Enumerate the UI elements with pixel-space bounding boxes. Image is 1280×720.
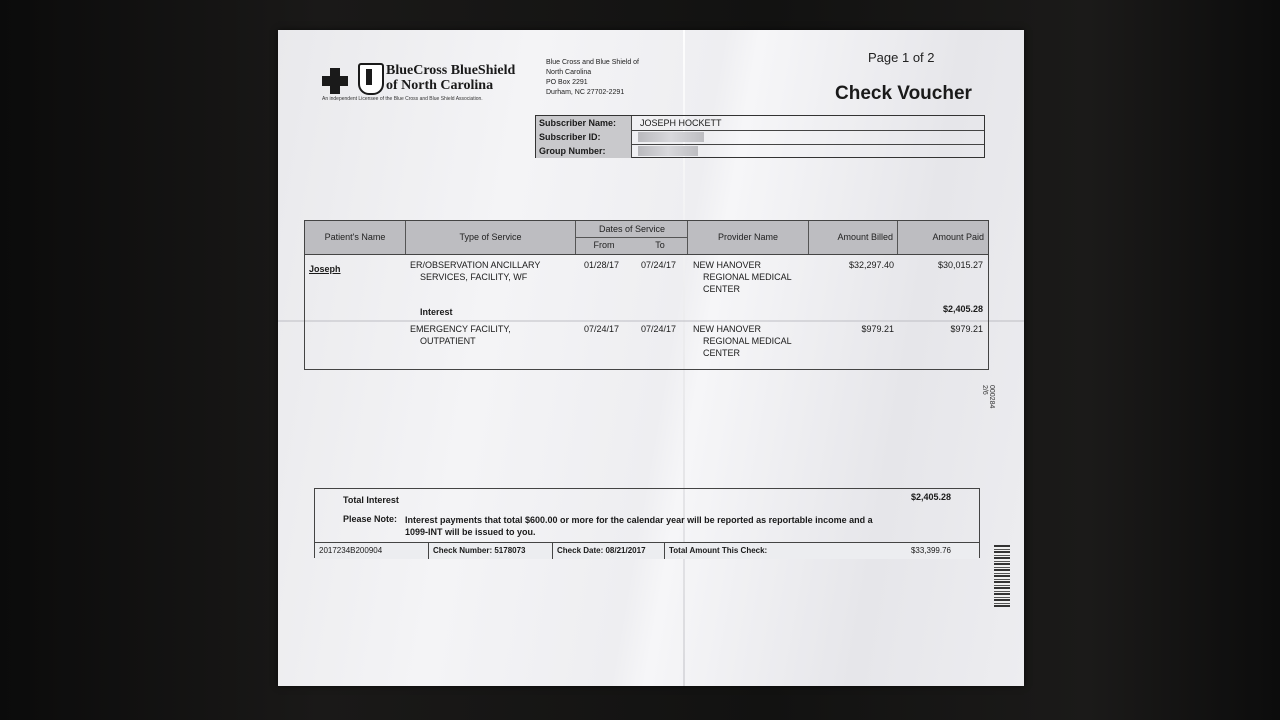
row2-amount-paid: $979.21	[950, 324, 983, 334]
total-interest-label: Total Interest	[343, 495, 399, 505]
redacted-subscriber-id	[638, 132, 704, 142]
check-date-label: Check Date:	[557, 546, 604, 555]
row1-to-date: 07/24/17	[641, 260, 677, 270]
note-text-line: 1099-INT will be issued to you.	[405, 527, 536, 537]
header-provider-name: Provider Name	[688, 221, 809, 254]
header-amount-billed: Amount Billed	[809, 221, 898, 254]
header-amount-paid: Amount Paid	[932, 232, 984, 242]
row2-service	[410, 323, 511, 347]
row2-from-date: 07/24/17	[584, 324, 620, 334]
address-line: Durham, NC 27702-2291	[546, 89, 625, 96]
reference-code: 2017234B200904	[315, 543, 429, 559]
barcode-icon	[994, 545, 1010, 607]
note-label: Please Note:	[343, 514, 398, 524]
note-text	[405, 514, 975, 538]
blue-cross-logo-icon	[322, 68, 348, 94]
subscriber-info-box	[535, 115, 985, 158]
row1-amount-billed: $32,297.40	[848, 260, 894, 270]
provider-line: REGIONAL MEDICAL	[703, 336, 792, 346]
subscriber-name-row	[536, 116, 984, 131]
row1-from-date: 01/28/17	[584, 260, 620, 270]
interest-label: Interest	[420, 307, 453, 317]
provider-line: NEW HANOVER	[693, 260, 762, 270]
row2-provider	[693, 323, 792, 359]
provider-line: REGIONAL MEDICAL	[703, 272, 792, 282]
document-side-code: 000284 2/6	[981, 385, 995, 409]
header-to: To	[655, 240, 665, 250]
check-voucher-document	[278, 30, 1024, 686]
brand-tagline: An independent Licensee of the Blue Cross and Blue Shield Association.	[322, 96, 483, 102]
row1-provider	[693, 259, 792, 295]
header-type-of-service: Type of Service	[406, 221, 576, 254]
header-from: From	[593, 240, 615, 250]
address-line: Blue Cross and Blue Shield of	[546, 59, 639, 66]
provider-line: CENTER	[703, 284, 741, 294]
row2-to-date: 07/24/17	[641, 324, 677, 334]
interest-amount: $2,405.28	[942, 304, 983, 314]
service-line: OUTPATIENT	[420, 336, 476, 346]
totals-box	[314, 488, 980, 558]
check-number-cell	[429, 543, 553, 559]
brand-name-line1: BlueCross BlueShield	[386, 63, 516, 78]
brand-name	[386, 63, 515, 93]
redacted-group-number	[638, 146, 698, 156]
check-date-value: 08/21/2017	[605, 546, 646, 555]
group-number-row	[536, 144, 984, 158]
row2-amount-billed: $979.21	[861, 324, 894, 334]
subscriber-name-label: Subscriber Name:	[536, 116, 632, 130]
row1-amount-paid: $30,015.27	[937, 260, 983, 270]
service-line: EMERGENCY FACILITY,	[410, 324, 511, 334]
provider-line: NEW HANOVER	[693, 324, 762, 334]
claims-table	[304, 220, 989, 370]
header-dates-of-service	[576, 221, 688, 254]
service-line: ER/OBSERVATION ANCILLARY	[410, 260, 541, 270]
subscriber-id-label: Subscriber ID:	[536, 130, 632, 144]
note-text-line: Interest payments that total $600.00 or more for the calendar year will be reported as reportable income and a	[405, 515, 873, 525]
subscriber-name-value: JOSEPH HOCKETT	[640, 118, 722, 128]
check-number-label: Check Number:	[433, 546, 493, 555]
page-title: Check Voucher	[835, 83, 972, 104]
service-line: SERVICES, FACILITY, WF	[420, 272, 528, 282]
check-number-value: 5178073	[494, 546, 526, 555]
header-patient-name: Patient's Name	[305, 221, 406, 254]
page-number: Page 1 of 2	[868, 50, 935, 65]
provider-line: CENTER	[703, 348, 741, 358]
check-date-cell	[553, 543, 665, 559]
patient-name: Joseph	[309, 264, 341, 274]
total-amount-label: Total Amount This Check:	[669, 546, 768, 555]
total-amount-value: $33,399.76	[910, 546, 951, 555]
subscriber-id-row	[536, 130, 984, 145]
header-dates-label: Dates of Service	[598, 224, 666, 234]
address-line: PO Box 2291	[546, 79, 588, 86]
check-details-row	[315, 542, 979, 559]
claims-table-header	[305, 221, 988, 255]
total-interest-value: $2,405.28	[910, 492, 951, 502]
group-number-label: Group Number:	[536, 144, 632, 158]
blue-shield-logo-icon	[358, 63, 384, 95]
address-line: North Carolina	[546, 69, 592, 76]
brand-name-line2: of North Carolina	[386, 78, 494, 93]
insurer-address	[546, 58, 656, 98]
row1-service	[410, 259, 540, 283]
